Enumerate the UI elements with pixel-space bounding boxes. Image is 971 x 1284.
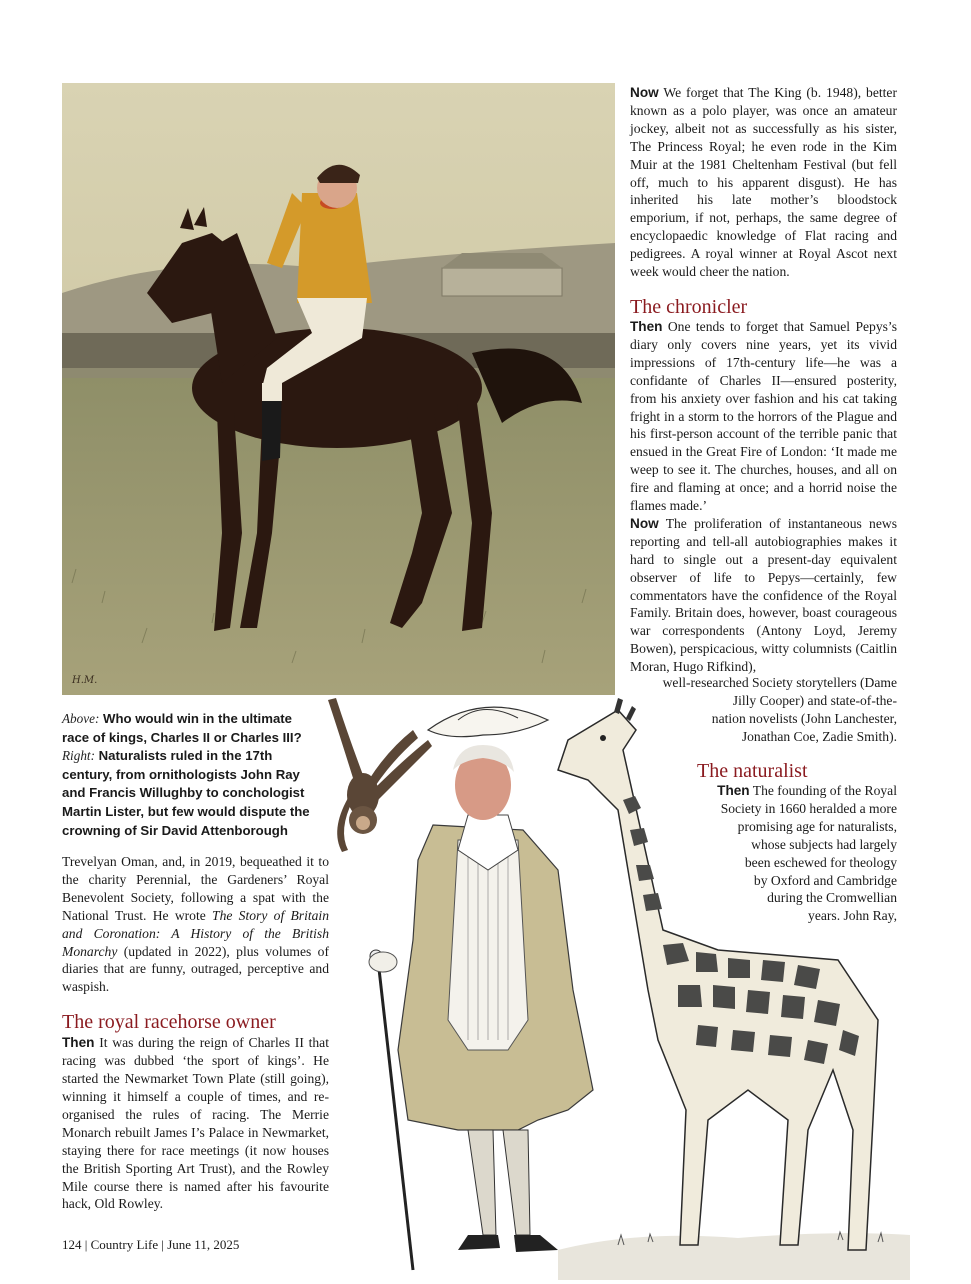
jockey-horse-image: [62, 83, 615, 695]
chronicler-now-text: The proliferation of instantaneous news reporting and tell-all autobiographies makes it hard to single out a present-day equivalent observer of life to Pepys—certainly, few commentators have the confidence of the Royal Family. Britain does, however, boast courageous war correspondents (Antony Loyd, Jeremy Bowen), perspicacious, witty columnists (Caitlin Moran, Hugo Rifkind),: [630, 515, 897, 675]
naturalist-line: The founding of the Royal: [749, 783, 897, 798]
racehorse-then-paragraph: [62, 1034, 329, 1213]
caption-right-label: Right:: [62, 748, 95, 764]
intro-paragraph: [62, 853, 329, 996]
naturalist-line: been eschewed for theology: [744, 854, 897, 870]
left-column-bottom: [62, 853, 329, 1213]
wrap-line: Jonathan Coe, Zadie Smith).: [741, 728, 897, 744]
racehorse-heading: The royal racehorse owner: [62, 1011, 276, 1034]
image-caption: [62, 710, 314, 840]
naturalist-line: years. John Ray,: [808, 908, 897, 924]
naturalist-then-lead: Then: [717, 783, 750, 798]
page-folio: 124 | Country Life | June 11, 2025: [62, 1237, 240, 1252]
naturalist-line: promising age for naturalists,: [737, 818, 897, 834]
wrap-line: well-researched Society storytellers (Dame: [662, 675, 897, 690]
now-paragraph: [630, 84, 897, 281]
chronicler-heading: The chronicler: [630, 295, 748, 318]
attenborough-figure: [369, 707, 593, 1270]
chronicler-now-paragraph: [630, 515, 897, 676]
intro-text-1: Trevelyan Oman, and, in 2019, bequeathed it to the charity Perennial, the Gardeners’ Royal Benevolent Society, following a spat with the National Trust. He wrote: [62, 854, 329, 923]
naturalist-line: Society in 1660 heralded a more: [720, 800, 897, 816]
naturalist-line: by Oxford and Cambridge: [753, 872, 897, 888]
naturalist-line: whose subjects had largely: [751, 836, 897, 852]
caption-right-text: Naturalists ruled in the 17th century, from ornithologists John Ray and Francis Willughby to conchologist Martin Lister, but few would dispute the crowning of Sir David Attenborough: [62, 748, 310, 838]
caption-above-text: Who would win in the ultimate race of kings, Charles II or Charles III?: [62, 711, 302, 745]
caption-above-label: Above:: [62, 711, 100, 726]
racehorse-then-text: It was during the reign of Charles II that racing was dubbed ‘the sport of kings’. He started the Newmarket Town Plate (still going), winning it himself a couple of times, and re-organised the rules of racing. The Merrie Monarch rebuilt James I’s Palace in Newmarket, staying there for race meetings (it now houses the British Sporting Art Trust), and the Rowley Mile course there is named after his favourite hack, Old Rowley.: [62, 1035, 329, 1212]
jockey-illustration: [62, 83, 615, 695]
naturalist-line: during the Cromwellian: [767, 890, 897, 906]
naturalist-heading: The naturalist: [697, 760, 808, 782]
intro-book-title: The Story of Britain and Coronation: A History of the British Monarchy: [62, 907, 329, 959]
chronicler-then-text: One tends to forget that Samuel Pepys’s diary only covers nine years, yet its vivid impressions of 17th-century life—he was a confidante of Charles II—ensured posterity, from his anxiety over fashion and his cat taking fright in a storm to the horrors of the Plague and his first-person account of the terrible panic that ensued in the Great Fire of London: ‘It made me weep to see it. The churches, houses, and all on fire and flaming at once; and a horrid noise the flames made.’: [630, 318, 897, 514]
intro-text-2: (updated in 2022), plus volumes of diaries that are funny, outraged, perceptive and waspish.: [62, 943, 329, 995]
right-column-top: [630, 84, 897, 676]
svg-text:H.M.: H.M.: [72, 675, 98, 686]
chronicler-then-lead: Then: [630, 318, 663, 334]
naturalist-text: [697, 782, 897, 925]
wrap-line: Jilly Cooper) and state-of-the-: [732, 692, 897, 708]
chronicler-now-lead: Now: [630, 515, 659, 531]
wrap-line: nation novelists (John Lanchester,: [711, 710, 897, 726]
now-lead: Now: [630, 85, 659, 100]
chronicler-then-paragraph: [630, 318, 897, 515]
monkey-figure: [328, 698, 432, 852]
racehorse-then-lead: Then: [62, 1035, 95, 1051]
naturalist-section: [697, 760, 897, 925]
now-text: We forget that The King (b. 1948), better known as a polo player, was once an amateur jockey, albeit not as successfully as his sister, The Princess Royal; he even rode in the Kim Muir at the 1981 Cheltenham Festival (but fell off, much to his apparent disgust). He has inherited his late mother’s bloodstock emporium, if not, perhaps, the same degree of encyclopaedic knowledge of Flat racing and pedigrees. A royal winner at Royal Ascot next week would cheer the nation.: [630, 85, 897, 280]
